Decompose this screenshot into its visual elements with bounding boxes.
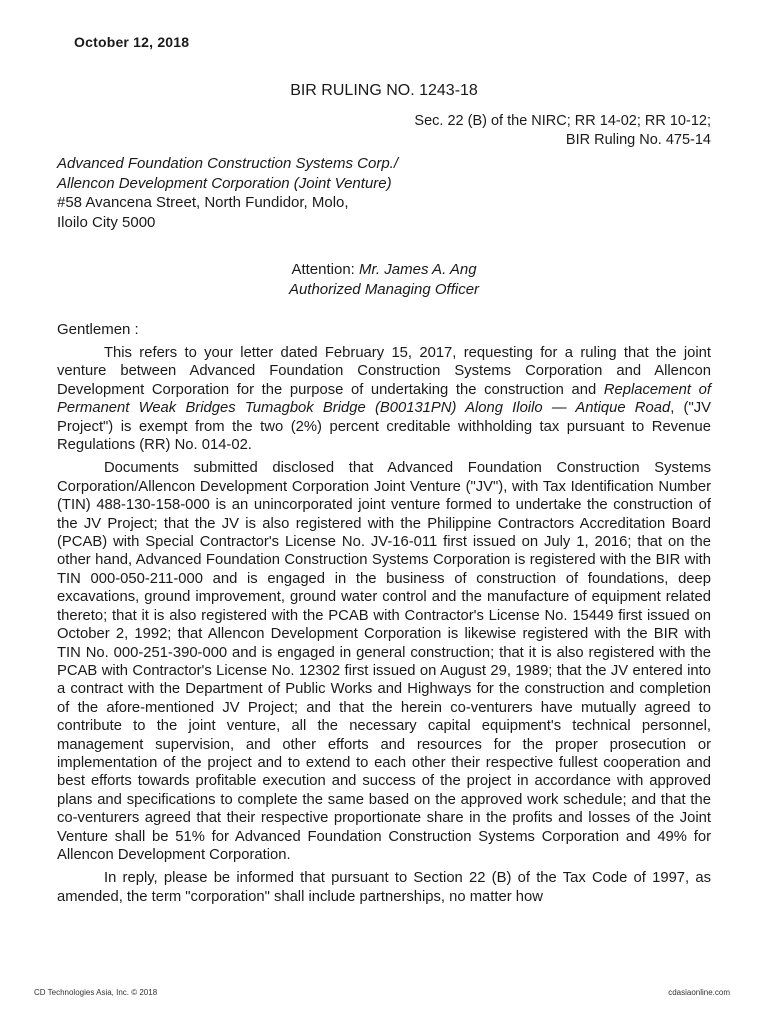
paragraph-text: , ("JV Project") is exempt from the two (2%) percent creditable withholding tax pursuant to Revenue Regulations (RR) No. 014-02. [57, 400, 711, 454]
addressee-company-jv: Allencon Development Corporation (Joint Venture) [57, 174, 392, 192]
paragraph-text: This refers to your letter dated February 15, 2017, requesting for a ruling that the joint venture between Advanced Foundation Construction Systems Corporation and Allencon Development Corporation for the purpose of undertaking the construction and [57, 345, 711, 398]
addressee-block [57, 154, 398, 232]
footer-copyright: CD Technologies Asia, Inc. © 2018 [34, 988, 158, 997]
ruling-number: BIR RULING NO. 1243-18 [290, 82, 478, 99]
reference-line: BIR Ruling No. 475-14 [565, 132, 711, 148]
attention-name: Mr. James A. Ang [359, 261, 477, 278]
addressee-company: Advanced Foundation Construction Systems Corp./ [57, 155, 399, 172]
attention-label: Attention: [291, 261, 359, 278]
document-date: October 12, 2018 [74, 34, 190, 50]
legal-references [414, 112, 711, 150]
letter-body [57, 344, 711, 911]
paragraph-reply: In reply, please be informed that pursuant to Section 22 (B) of the Tax Code of 1997, as amended, the term "corporation" shall include partnerships, no matter how [57, 870, 711, 905]
salutation: Gentlemen : [57, 321, 139, 338]
addressee-city: Iloilo City 5000 [57, 213, 156, 231]
attention-block [0, 260, 768, 299]
paragraph-facts: Documents submitted disclosed that Advanced Foundation Construction Systems Corporation/Allencon Development Corporation Joint Venture ("JV"), with Tax Identification Number (TIN) 488-130-158-000 is an unincorporated joint venture formed to undertake the construction of the JV Project; that the JV is also registered with the Philippine Contractors Accreditation Board (PCAB) with Special Contractor's License No. JV-16-011 first issued on July 1, 2016; that on the other hand, Advanced Foundation Construction Systems Corporation is registered with the BIR with TIN 000-050-211-000 and is engaged in the business of construction of foundations, deep excavations, ground improvement, ground water control and the manufacture of equipment related thereto; that it is also registered with the PCAB with Contractor's License No. 15449 first issued on October 2, 1992; that Allencon Development Corporation is likewise registered with the BIR with TIN No. 000-251-390-000 and is engaged in general construction; that it is also registered with the PCAB with Contractor's License No. 12302 first issued on August 29, 1989; that the JV entered into a contract with the Department of Public Works and Highways for the construction and completion of the afore-mentioned JV Project; and that the herein co-venturers have mutually agreed to contribute to the joint venture, all the necessary capital equipment's technical personnel, management supervision, and other efforts and resources for the proper prosecution or implementation of the project and to extend to each other their respective fullest cooperation and best efforts towards profitable execution and success of the project in accordance with approved plans and specifications to complete the same based on the approved work schedule; and that the co-venturers agreed that their respective proportionate share in the profits and losses of the Joint Venture shall be 51% for Advanced Foundation Construction Systems Corporation and 49% for Allencon Development Corporation. [57, 460, 711, 863]
footer-website: cdasiaonline.com [668, 988, 730, 997]
reference-line: Sec. 22 (B) of the NIRC; RR 14-02; RR 10-12; [414, 113, 711, 129]
paragraph-request [57, 344, 711, 454]
attention-line [0, 260, 768, 280]
attention-title: Authorized Managing Officer [288, 280, 480, 298]
addressee-street: #58 Avancena Street, North Fundidor, Molo, [57, 194, 349, 211]
project-name: Replacement of Permanent Weak Bridges Tumagbok Bridge (B00131PN) Along Iloilo — Antique Road [57, 381, 711, 417]
